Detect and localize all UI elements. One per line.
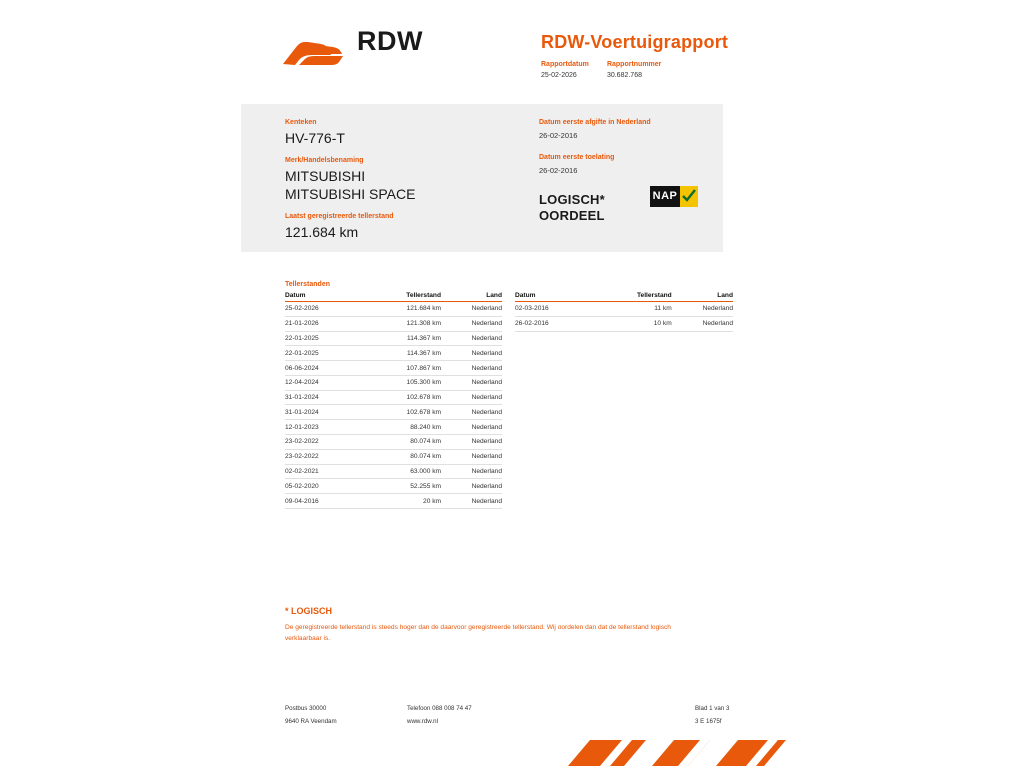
footer-contact [407, 702, 472, 728]
verdict-line-2: OORDEEL [539, 208, 605, 223]
table-row [285, 494, 502, 509]
make-value: MITSUBISHI [285, 168, 366, 184]
cell-datum: 25-02-2026 [285, 302, 363, 317]
cell-land: Nederland [441, 420, 502, 435]
cell-datum: 22-01-2025 [285, 331, 363, 346]
cell-land: Nederland [441, 361, 502, 376]
nap-badge [650, 186, 698, 207]
tellerstanden-table-left [285, 292, 502, 509]
odometer-value: 121.684 km [285, 224, 359, 240]
cell-tellerstand: 121.308 km [363, 316, 441, 331]
cell-datum: 12-01-2023 [285, 420, 363, 435]
footer-phone: Telefoon 088 008 74 47 [407, 705, 472, 712]
tellerstanden-title: Tellerstanden [285, 281, 330, 288]
cell-datum: 02-03-2016 [515, 302, 593, 317]
report-number-value: 30.682.768 [606, 72, 642, 79]
cell-tellerstand: 102.678 km [363, 390, 441, 405]
table-row [515, 302, 733, 317]
make-label: Merk/Handelsbenaming [285, 157, 364, 164]
document-header [241, 14, 801, 84]
page-title: RDW-Voertuigrapport [541, 32, 729, 52]
cell-tellerstand: 11 km [593, 302, 671, 317]
cell-tellerstand: 107.867 km [363, 361, 441, 376]
cell-tellerstand: 121.684 km [363, 302, 441, 317]
cell-land: Nederland [441, 316, 502, 331]
vehicle-summary-panel [241, 104, 723, 252]
cell-datum: 09-04-2016 [285, 494, 363, 509]
table-row [285, 449, 502, 464]
report-number-block [607, 60, 661, 81]
col-datum: Datum [285, 292, 363, 302]
verdict-line-1: LOGISCH* [539, 192, 605, 207]
nap-check-icon [680, 186, 698, 207]
cell-tellerstand: 52.255 km [363, 479, 441, 494]
verdict-block [539, 192, 605, 224]
cell-land: Nederland [441, 331, 502, 346]
col-land: Land [672, 292, 733, 302]
footer-form-code: 3 E 1675f [695, 718, 722, 725]
footer-website[interactable]: www.rdw.nl [407, 718, 438, 725]
cell-datum: 23-02-2022 [285, 449, 363, 464]
cell-tellerstand: 20 km [363, 494, 441, 509]
table-row [515, 316, 733, 331]
table-header-row [285, 292, 502, 302]
cell-tellerstand: 80.074 km [363, 449, 441, 464]
col-datum: Datum [515, 292, 593, 302]
cell-land: Nederland [441, 346, 502, 361]
first-admission-value: 26-02-2016 [539, 166, 578, 175]
cell-land: Nederland [441, 405, 502, 420]
cell-land: Nederland [441, 302, 502, 317]
cell-land: Nederland [672, 302, 733, 317]
odometer-label: Laatst geregistreerde tellerstand [285, 213, 394, 220]
table-row [285, 331, 502, 346]
logo-wordmark: RDW [357, 26, 423, 56]
cell-datum: 05-02-2020 [285, 479, 363, 494]
rdw-logo-icon [281, 38, 349, 68]
summary-right-column [539, 117, 719, 187]
table-row [285, 302, 502, 317]
cell-tellerstand: 80.074 km [363, 435, 441, 450]
col-tellerstand: Tellerstand [363, 292, 441, 302]
tellerstanden-right-body [515, 302, 733, 332]
rdw-logo [261, 20, 431, 76]
cell-datum: 23-02-2022 [285, 435, 363, 450]
report-date-label: Rapportdatum [541, 61, 589, 68]
footer-address-line1: Postbus 30000 [285, 705, 327, 712]
cell-tellerstand: 10 km [593, 316, 671, 331]
cell-land: Nederland [672, 316, 733, 331]
table-row [285, 375, 502, 390]
cell-datum: 12-04-2024 [285, 375, 363, 390]
footer-decoration-icon [560, 736, 790, 770]
cell-tellerstand: 63.000 km [363, 464, 441, 479]
first-issue-nl-value: 26-02-2016 [539, 131, 578, 140]
cell-land: Nederland [441, 494, 502, 509]
footer-address [285, 702, 337, 728]
first-admission-label: Datum eerste toelating [539, 154, 615, 161]
table-header-row [515, 292, 733, 302]
footer-pageinfo [695, 702, 729, 728]
summary-left-column [285, 117, 515, 249]
report-date-block [541, 60, 605, 81]
cell-land: Nederland [441, 479, 502, 494]
tellerstanden-table-right [515, 292, 733, 332]
cell-datum: 31-01-2024 [285, 390, 363, 405]
report-meta [541, 60, 801, 81]
licence-value: HV-776-T [285, 130, 345, 146]
model-value: MITSUBISHI SPACE [285, 186, 416, 202]
table-row [285, 464, 502, 479]
col-land: Land [441, 292, 502, 302]
table-row [285, 420, 502, 435]
cell-land: Nederland [441, 375, 502, 390]
cell-datum: 21-01-2026 [285, 316, 363, 331]
cell-land: Nederland [441, 449, 502, 464]
table-row [285, 361, 502, 376]
cell-land: Nederland [441, 435, 502, 450]
report-number-label: Rapportnummer [606, 61, 662, 68]
cell-datum: 22-01-2025 [285, 346, 363, 361]
table-row [285, 479, 502, 494]
table-row [285, 316, 502, 331]
cell-datum: 06-06-2024 [285, 361, 363, 376]
tellerstanden-left-body [285, 302, 502, 509]
cell-datum: 02-02-2021 [285, 464, 363, 479]
cell-datum: 31-01-2024 [285, 405, 363, 420]
table-row [285, 435, 502, 450]
note-body: De geregistreerde tellerstand is steeds hoger dan de daarvoor geregistreerde tellerstand. Wij oordelen dan dat de tellerstand logisch verklaarbaar is. [285, 624, 671, 642]
cell-tellerstand: 105.300 km [363, 375, 441, 390]
table-row [285, 405, 502, 420]
cell-tellerstand: 114.367 km [363, 346, 441, 361]
footer-page-number: Blad 1 van 3 [695, 705, 730, 712]
note-title: * LOGISCH [285, 606, 333, 616]
cell-tellerstand: 102.678 km [363, 405, 441, 420]
table-row [285, 346, 502, 361]
col-tellerstand: Tellerstand [593, 292, 671, 302]
cell-datum: 26-02-2016 [515, 316, 593, 331]
licence-label: Kenteken [285, 119, 317, 126]
cell-land: Nederland [441, 390, 502, 405]
cell-tellerstand: 114.367 km [363, 331, 441, 346]
footer-address-line2: 9640 RA Veendam [285, 718, 337, 725]
nap-label: NAP [650, 186, 680, 207]
cell-land: Nederland [441, 464, 502, 479]
first-issue-nl-label: Datum eerste afgifte in Nederland [539, 119, 651, 126]
table-row [285, 390, 502, 405]
report-date-value: 25-02-2026 [541, 72, 577, 79]
cell-tellerstand: 88.240 km [363, 420, 441, 435]
